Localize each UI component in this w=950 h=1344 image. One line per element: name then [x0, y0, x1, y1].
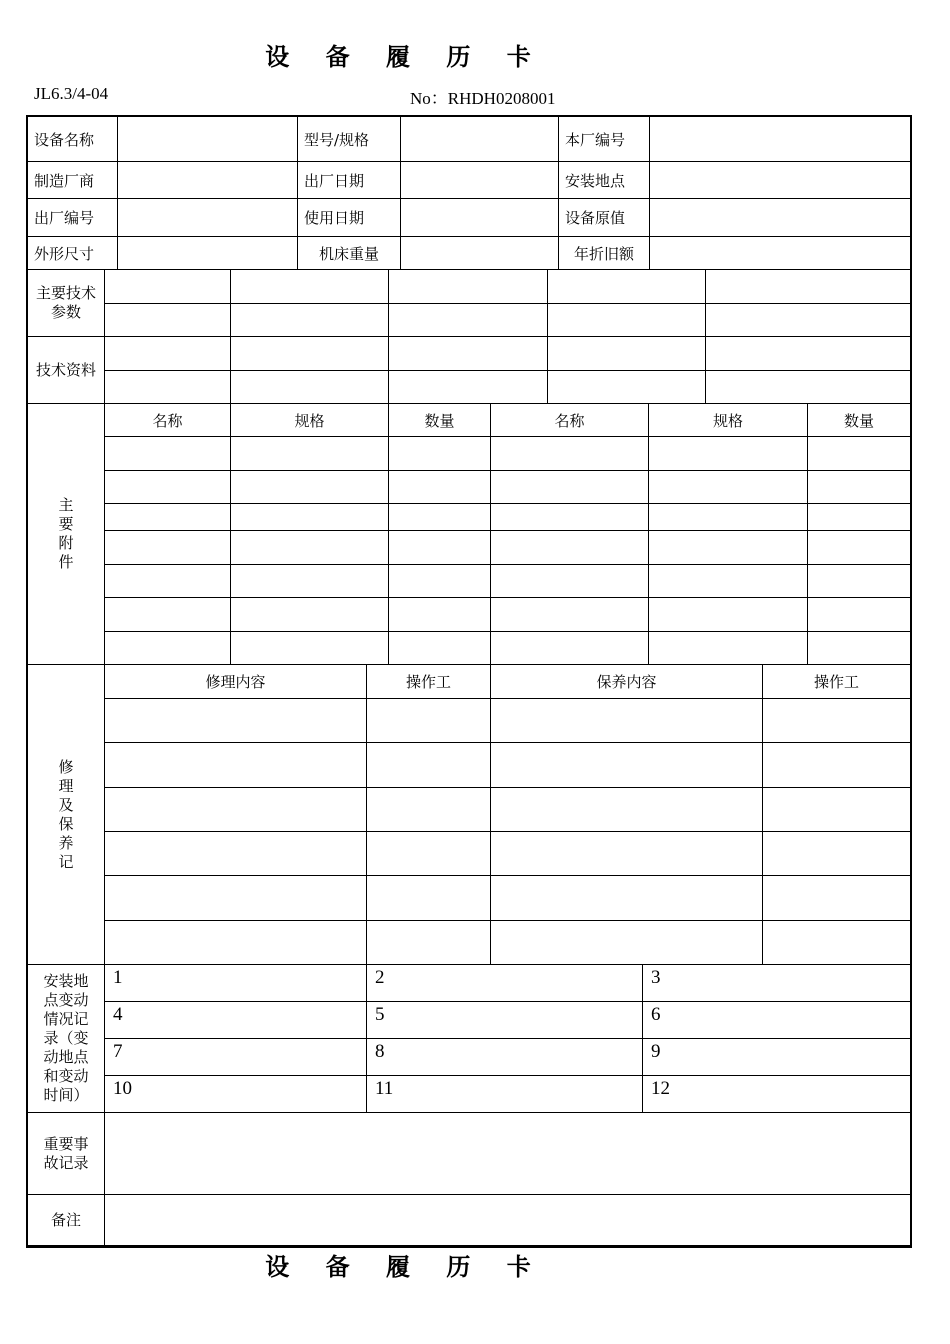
maintenance-cell[interactable] — [367, 699, 491, 743]
relocation-entry[interactable]: 11 — [367, 1076, 643, 1113]
maintenance-cell[interactable] — [491, 921, 763, 965]
accessory-cell[interactable] — [231, 565, 389, 598]
relocation-label: 安装地点变动情况记录（变动地点和变动时间） — [28, 965, 105, 1113]
relocation-entry[interactable]: 7 — [105, 1039, 367, 1076]
accessory-row — [28, 598, 911, 632]
maintenance-cell[interactable] — [491, 832, 763, 876]
tech-params-row — [28, 270, 911, 304]
maintenance-header-row — [28, 665, 911, 699]
maintenance-cell[interactable] — [763, 921, 911, 965]
relocation-entry[interactable]: 5 — [367, 1002, 643, 1039]
equipment-info-table — [27, 116, 911, 270]
maintenance-cell[interactable] — [105, 832, 367, 876]
relocation-row — [28, 965, 911, 1002]
tech-doc-field[interactable] — [389, 337, 548, 371]
accessory-cell[interactable] — [389, 504, 491, 531]
info-value-field[interactable] — [650, 199, 911, 237]
tech-doc-field[interactable] — [105, 337, 231, 371]
relocation-entry[interactable]: 9 — [643, 1039, 911, 1076]
accessory-cell[interactable] — [231, 437, 389, 471]
accessory-cell[interactable] — [105, 598, 231, 632]
accessory-cell[interactable] — [231, 531, 389, 565]
serial-number: No：RHDH0208001 — [410, 89, 556, 108]
accessory-cell[interactable] — [649, 632, 808, 665]
tech-param-field[interactable] — [105, 304, 231, 337]
info-label: 安装地点 — [559, 162, 650, 199]
maintenance-cell[interactable] — [763, 876, 911, 921]
tech-param-field[interactable] — [231, 270, 389, 304]
info-value-field[interactable] — [118, 117, 298, 162]
relocation-entry[interactable]: 4 — [105, 1002, 367, 1039]
info-label: 本厂编号 — [559, 117, 650, 162]
maintenance-cell[interactable] — [763, 832, 911, 876]
tech-param-field[interactable] — [548, 304, 706, 337]
info-value-field[interactable] — [401, 162, 559, 199]
tech-param-field[interactable] — [706, 270, 911, 304]
maintenance-cell[interactable] — [763, 743, 911, 788]
accessories-label — [28, 404, 105, 665]
accessory-cell[interactable] — [389, 565, 491, 598]
info-row — [28, 199, 911, 237]
info-row — [28, 237, 911, 270]
accessory-cell[interactable] — [389, 598, 491, 632]
info-value-field[interactable] — [118, 199, 298, 237]
accessory-cell[interactable] — [649, 598, 808, 632]
maintenance-cell[interactable] — [367, 921, 491, 965]
info-label: 出厂编号 — [28, 199, 118, 237]
upkeep-operator-header: 操作工 — [763, 665, 911, 699]
maintenance-cell[interactable] — [491, 788, 763, 832]
accident-remarks-table — [27, 1112, 911, 1246]
accessory-cell[interactable] — [105, 632, 231, 665]
maintenance-cell[interactable] — [105, 788, 367, 832]
tech-params-row — [28, 304, 911, 337]
info-label: 设备原值 — [559, 199, 650, 237]
maintenance-cell[interactable] — [491, 699, 763, 743]
accessories-header-row — [28, 404, 911, 437]
accessory-cell[interactable] — [491, 437, 649, 471]
info-label: 机床重量 — [298, 237, 401, 270]
accessory-cell[interactable] — [808, 598, 911, 632]
accessory-cell[interactable] — [808, 531, 911, 565]
info-value-field[interactable] — [118, 162, 298, 199]
accident-field[interactable] — [105, 1113, 911, 1195]
accessory-cell[interactable] — [649, 565, 808, 598]
maintenance-cell[interactable] — [105, 921, 367, 965]
maintenance-row — [28, 876, 911, 921]
maintenance-cell[interactable] — [763, 788, 911, 832]
tech-param-field[interactable] — [231, 304, 389, 337]
tech-param-field[interactable] — [706, 304, 911, 337]
info-label: 型号/规格 — [298, 117, 401, 162]
maintenance-row — [28, 743, 911, 788]
relocation-row — [28, 1076, 911, 1113]
tech-param-field[interactable] — [105, 270, 231, 304]
accessory-cell[interactable] — [389, 632, 491, 665]
accessory-header-qty: 数量 — [808, 404, 911, 437]
info-value-field[interactable] — [118, 237, 298, 270]
info-value-field[interactable] — [650, 237, 911, 270]
tech-doc-field[interactable] — [389, 371, 548, 404]
maintenance-row — [28, 921, 911, 965]
technical-table — [27, 269, 911, 404]
tech-docs-label: 技术资料 — [28, 337, 105, 404]
page-title-repeat: 设 备 履 历 卡 — [265, 1252, 545, 1281]
relocation-entry[interactable]: 10 — [105, 1076, 367, 1113]
tech-param-field[interactable] — [389, 304, 548, 337]
relocation-entry[interactable]: 3 — [643, 965, 911, 1002]
tech-params-label: 主要技术参数 — [28, 270, 105, 337]
accessory-header-qty: 数量 — [389, 404, 491, 437]
accessory-cell[interactable] — [105, 565, 231, 598]
info-value-field[interactable] — [401, 199, 559, 237]
accessory-cell[interactable] — [649, 437, 808, 471]
accessory-cell[interactable] — [808, 632, 911, 665]
repair-operator-header: 操作工 — [367, 665, 491, 699]
accessory-cell[interactable] — [491, 598, 649, 632]
tech-doc-field[interactable] — [548, 371, 706, 404]
maintenance-label-text: 修理及保养记 — [58, 757, 74, 871]
relocation-entry[interactable]: 1 — [105, 965, 367, 1002]
info-value-field[interactable] — [650, 117, 911, 162]
page-title: 设 备 履 历 卡 — [265, 42, 545, 71]
tech-doc-field[interactable] — [105, 371, 231, 404]
relocation-entry[interactable]: 12 — [643, 1076, 911, 1113]
accident-row — [28, 1113, 911, 1195]
tech-doc-field[interactable] — [231, 371, 389, 404]
relocation-entry[interactable]: 8 — [367, 1039, 643, 1076]
tech-doc-field[interactable] — [548, 337, 706, 371]
maintenance-cell[interactable] — [367, 876, 491, 921]
relocation-entry[interactable]: 6 — [643, 1002, 911, 1039]
accessory-cell[interactable] — [491, 504, 649, 531]
accessory-cell[interactable] — [491, 565, 649, 598]
upkeep-content-header: 保养内容 — [491, 665, 763, 699]
tech-param-field[interactable] — [389, 270, 548, 304]
accessory-cell[interactable] — [231, 598, 389, 632]
info-value-field[interactable] — [650, 162, 911, 199]
accessory-row — [28, 471, 911, 504]
accessory-cell[interactable] — [649, 471, 808, 504]
accessories-table — [27, 403, 911, 665]
accessory-cell[interactable] — [808, 504, 911, 531]
accessory-header-name: 名称 — [105, 404, 231, 437]
accessory-cell[interactable] — [231, 504, 389, 531]
accessory-cell[interactable] — [389, 531, 491, 565]
info-value-field[interactable] — [401, 117, 559, 162]
accessory-cell[interactable] — [105, 437, 231, 471]
remarks-row — [28, 1195, 911, 1246]
maintenance-cell[interactable] — [105, 876, 367, 921]
tech-docs-row — [28, 371, 911, 404]
remarks-field[interactable] — [105, 1195, 911, 1246]
tech-doc-field[interactable] — [706, 371, 911, 404]
maintenance-cell[interactable] — [491, 876, 763, 921]
accessories-label-text: 主要附件 — [58, 496, 74, 571]
accessory-cell[interactable] — [808, 565, 911, 598]
remarks-label: 备注 — [28, 1195, 105, 1246]
tech-doc-field[interactable] — [231, 337, 389, 371]
maintenance-cell[interactable] — [367, 743, 491, 788]
maintenance-cell[interactable] — [491, 743, 763, 788]
accessory-cell[interactable] — [389, 437, 491, 471]
maintenance-row — [28, 832, 911, 876]
info-label: 出厂日期 — [298, 162, 401, 199]
info-label: 年折旧额 — [559, 237, 650, 270]
relocation-row — [28, 1039, 911, 1076]
accessory-cell[interactable] — [649, 504, 808, 531]
info-label: 使用日期 — [298, 199, 401, 237]
relocation-table — [27, 964, 911, 1113]
accessory-cell[interactable] — [491, 471, 649, 504]
accessory-row — [28, 531, 911, 565]
accessory-cell[interactable] — [389, 471, 491, 504]
info-label: 设备名称 — [28, 117, 118, 162]
info-value-field[interactable] — [401, 237, 559, 270]
accessory-cell[interactable] — [808, 471, 911, 504]
maintenance-cell[interactable] — [763, 699, 911, 743]
accessory-cell[interactable] — [808, 437, 911, 471]
accessory-cell[interactable] — [231, 632, 389, 665]
relocation-entry[interactable]: 2 — [367, 965, 643, 1002]
accessory-cell[interactable] — [105, 531, 231, 565]
maintenance-cell[interactable] — [367, 832, 491, 876]
maintenance-row — [28, 699, 911, 743]
accessory-header-spec: 规格 — [649, 404, 808, 437]
accessory-row — [28, 437, 911, 471]
accessory-cell[interactable] — [105, 504, 231, 531]
maintenance-cell[interactable] — [367, 788, 491, 832]
maintenance-cell[interactable] — [105, 743, 367, 788]
info-row — [28, 117, 911, 162]
relocation-row — [28, 1002, 911, 1039]
accessory-cell[interactable] — [491, 632, 649, 665]
tech-param-field[interactable] — [548, 270, 706, 304]
maintenance-cell[interactable] — [105, 699, 367, 743]
maintenance-label — [28, 665, 105, 965]
accessory-header-spec: 规格 — [231, 404, 389, 437]
accessory-row — [28, 565, 911, 598]
accessory-cell[interactable] — [105, 471, 231, 504]
info-row — [28, 162, 911, 199]
accessory-row — [28, 632, 911, 665]
accessory-cell[interactable] — [649, 531, 808, 565]
tech-docs-row — [28, 337, 911, 371]
accessory-cell[interactable] — [491, 531, 649, 565]
info-label: 外形尺寸 — [28, 237, 118, 270]
maintenance-table — [27, 664, 911, 965]
maintenance-row — [28, 788, 911, 832]
accident-label: 重要事故记录 — [28, 1113, 105, 1195]
tech-doc-field[interactable] — [706, 337, 911, 371]
accessory-row — [28, 504, 911, 531]
accessory-cell[interactable] — [231, 471, 389, 504]
accessory-header-name: 名称 — [491, 404, 649, 437]
form-code: JL6.3/4-04 — [34, 84, 109, 103]
repair-content-header: 修理内容 — [105, 665, 367, 699]
info-label: 制造厂商 — [28, 162, 118, 199]
